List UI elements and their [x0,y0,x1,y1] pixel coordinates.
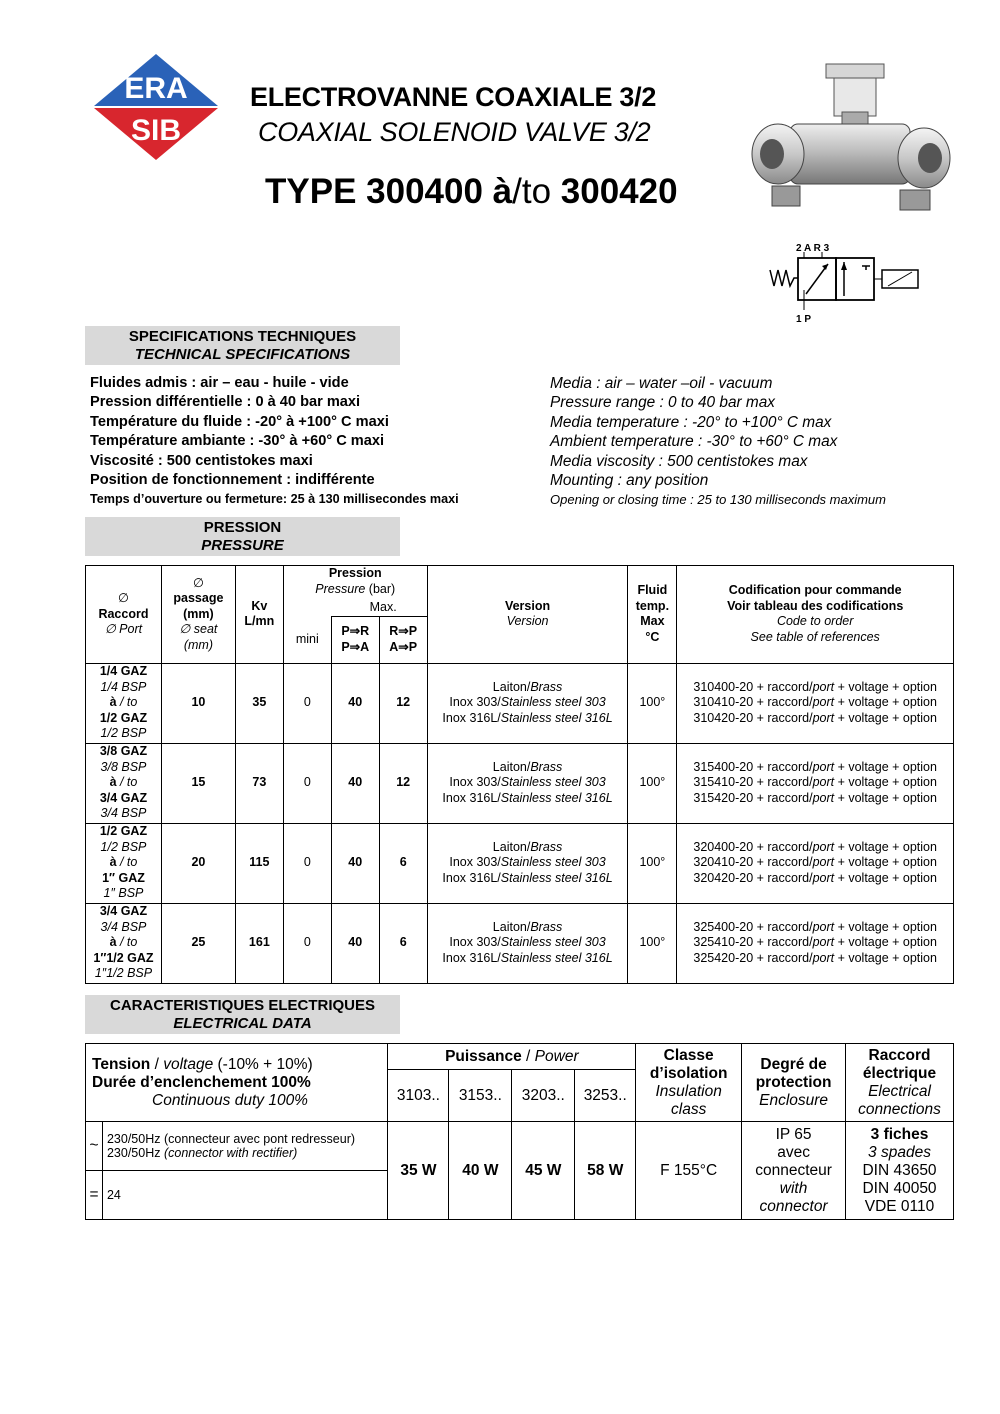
code-number: 320410-20 + raccord/ [693,855,813,870]
version-cell [427,903,628,983]
pressure-banner-fr: PRESSION [203,519,282,536]
power-label-en: Power [534,1047,579,1065]
pr-cell: 40 [331,823,379,903]
table-header-row [86,566,954,617]
port-to-fr: à [109,855,117,870]
version-fr: Inox 316L/ [442,790,501,805]
code-cell [677,663,954,743]
temp-cell: 100° [628,663,677,743]
port-bsp: 1/4 BSP [100,679,147,694]
p-to-a-label: P⇒A [341,639,370,654]
duty-label-en: Continuous duty 100% [152,1091,308,1109]
type-to: /to [512,172,552,211]
power-cell: 40 W [449,1122,512,1220]
code-number: 325410-20 + raccord/ [693,935,813,950]
insulation-header [636,1044,742,1122]
power-cell: 35 W [388,1122,449,1220]
connection-standard: VDE 0110 [864,1197,935,1215]
code-number: 325420-20 + raccord/ [693,950,813,965]
electrical-header-row [86,1044,954,1070]
port-to-fr: à [109,775,117,790]
era-sib-logo [92,52,220,162]
port-gaz-2: 1″ GAZ [102,870,145,885]
port-bsp: 3/4 BSP [100,919,147,934]
kv-cell: 115 [235,823,283,903]
mini-cell: 0 [283,743,331,823]
version-fr: Inox 303/ [449,775,501,790]
code-rest: + voltage + option [834,839,937,854]
code-port: port [812,919,835,934]
power-cell: 45 W [512,1122,575,1220]
code-port: port [812,950,835,965]
version-cell [427,663,628,743]
specs-banner-fr: SPECIFICATIONS TECHNIQUES [128,328,357,345]
logo-text-top: ERA [124,72,188,105]
protection-label-fr2: protection [755,1073,832,1091]
code-number: 310410-20 + raccord/ [693,695,813,710]
col-header-seat [161,566,235,664]
port-gaz-2: 1/2 GAZ [99,710,148,725]
tension-label-fr: Tension [92,1055,151,1073]
version-en: Stainless steel 303 [500,695,606,710]
code-rest: + voltage + option [834,679,937,694]
title-fr: ELECTROVANNE COAXIALE 3/2 [250,82,657,112]
code-rest: + voltage + option [834,710,937,725]
version-fr: Inox 316L/ [442,710,501,725]
code-port: port [812,839,835,854]
pr-cell: 40 [331,743,379,823]
connection-label-en1: Electrical [868,1082,931,1100]
insulation-label-fr2: d’isolation [649,1064,728,1082]
insulation-class-cell: F 155°C [636,1122,742,1220]
pressure-banner-en: PRESSURE [201,537,284,554]
version-cell [427,743,628,823]
code-rest: + voltage + option [834,790,937,805]
version-en: Brass [530,919,563,934]
spec-en: Media viscosity : 500 centistokes max [550,452,808,470]
table-row [86,903,954,983]
valve-symbol-diagram [766,240,926,326]
port-gaz-2: 1″1/2 GAZ [93,950,154,965]
temp-cell: 100° [628,823,677,903]
kv-cell: 161 [235,903,283,983]
spec-fr: Fluides admis : air – eau - huile - vide [90,375,349,391]
version-fr: Inox 316L/ [442,950,501,965]
port-label-fr: Raccord [98,606,149,621]
protection-label-fr1: Degré de [760,1055,827,1073]
pressure-unit: (bar) [365,581,396,596]
port-gaz-2: 3/4 GAZ [99,790,148,805]
connection-label-en2: connections [858,1100,941,1118]
rp-cell: 12 [379,743,427,823]
insulation-label-en2: class [671,1100,707,1118]
duty-label-fr: Durée d’enclenchement 100% [92,1073,311,1091]
port-cell [86,823,162,903]
spec-en: Opening or closing time : 25 to 130 milliseconds maximum [550,492,886,508]
tension-tolerance: (-10% + 10%) [213,1055,313,1073]
version-label-fr: Version [504,598,551,613]
version-fr: Laiton/ [492,919,531,934]
code-number: 315420-20 + raccord/ [693,790,813,805]
diameter-symbol: ∅ [118,591,129,605]
port-to-fr: à [109,695,117,710]
code-label-en2: See table of references [750,629,880,644]
pressure-label-fr: Pression [328,566,382,580]
dc-voltage-cell: 24 [102,1171,388,1220]
kv-cell: 73 [235,743,283,823]
kv-label: Kv [251,598,268,613]
celsius-label: °C [645,629,660,644]
protection-rating: IP 65 [775,1125,812,1143]
seat-cell: 15 [161,743,235,823]
protection-connector-en: connector [759,1197,828,1215]
port-to-en: / to [116,935,138,950]
title-en: COAXIAL SOLENOID VALVE 3/2 [258,117,651,147]
code-rest: + voltage + option [834,950,937,965]
col-header-fluid-temp [628,566,677,664]
code-rest: + voltage + option [834,759,937,774]
mini-cell: 0 [283,823,331,903]
col-header-port [86,566,162,664]
rp-cell: 6 [379,823,427,903]
code-port: port [812,855,835,870]
pr-cell: 40 [331,663,379,743]
a-to-p-label: A⇒P [389,639,418,654]
port-bsp: 1/2 BSP [100,839,147,854]
version-cell [427,823,628,903]
code-number: 315400-20 + raccord/ [693,759,813,774]
port-bsp-2: 3/4 BSP [100,806,147,821]
protection-connector-fr: connecteur [755,1161,832,1179]
port-bsp-2: 1″ BSP [103,886,144,901]
version-en: Stainless steel 303 [500,855,606,870]
version-en: Stainless steel 316L [500,870,613,885]
seat-cell: 25 [161,903,235,983]
connection-header [846,1044,954,1122]
code-cell [677,903,954,983]
diameter-symbol: ∅ [192,575,204,590]
pressure-table [85,565,954,984]
protection-header [742,1044,846,1122]
electrical-banner [85,995,400,1034]
version-en: Stainless steel 303 [500,935,606,950]
seat-cell: 10 [161,663,235,743]
port-gaz: 1/4 GAZ [99,664,148,679]
mini-cell: 0 [283,663,331,743]
spec-fr: Température ambiante : -30° à +60° C maxi [90,433,385,450]
col-header-pressure [283,566,427,617]
col-header-kv [235,566,283,664]
electrical-table [85,1043,954,1220]
port-to-en: / to [116,695,138,710]
version-fr: Inox 303/ [449,695,501,710]
seat-label-en: ∅ seat [179,622,218,636]
version-en: Brass [530,759,563,774]
version-fr: Inox 303/ [449,935,501,950]
port-bsp-2: 1″1/2 BSP [94,966,153,981]
r-to-p-label: R⇒P [389,624,418,638]
port-to-en: / to [116,855,138,870]
temp-cell: 100° [628,743,677,823]
spec-en: Ambient temperature : -30° to +60° C max [550,433,838,451]
p-to-r-label: P⇒R [341,624,370,638]
code-rest: + voltage + option [834,855,937,870]
connection-label-fr2: électrique [862,1064,937,1082]
model-cell: 3203.. [512,1070,575,1122]
mini-label: mini [283,616,331,663]
symbol-bottom-label: 1 P [796,314,812,325]
table-row [86,823,954,903]
protection-cell [742,1122,846,1220]
specs-list-en [550,374,886,510]
port-gaz: 3/8 GAZ [99,744,148,759]
code-number: 320420-20 + raccord/ [693,870,813,885]
port-cell [86,903,162,983]
connection-spades-en: 3 spades [868,1143,931,1161]
protection-with-en: with [779,1179,808,1197]
max-label: Max. [369,600,397,614]
max-label: Max [640,614,665,629]
spec-fr: Température du fluide : -20° à +100° C maxi [90,413,389,430]
kv-cell: 35 [235,663,283,743]
code-number: 325400-20 + raccord/ [693,919,813,934]
type-title [265,172,678,212]
version-label-en: Version [506,614,549,629]
version-fr: Laiton/ [492,679,531,694]
insulation-label-fr1: Classe [663,1046,714,1064]
code-label-fr2: Voir tableau des codifications [727,598,904,613]
symbol-top-label: 2 A R 3 [796,243,830,254]
code-number: 310420-20 + raccord/ [693,710,813,725]
code-label-fr1: Codification pour commande [728,583,902,598]
port-bsp: 3/8 BSP [100,759,147,774]
code-number: 315410-20 + raccord/ [693,775,813,790]
port-label-en: ∅ Port [104,622,143,636]
version-en: Stainless steel 303 [500,775,606,790]
specs-banner [85,326,400,365]
version-fr: Laiton/ [492,839,531,854]
table-row [86,743,954,823]
fluid-label: Fluid [637,583,668,598]
seat-cell: 20 [161,823,235,903]
version-en: Brass [530,679,563,694]
pr-header [331,616,379,663]
version-fr: Inox 303/ [449,855,501,870]
code-port: port [812,775,835,790]
power-cell: 58 W [575,1122,636,1220]
spec-fr: Viscosité : 500 centistokes maxi [90,452,313,469]
spec-en: Media temperature : -20° to +100° C max [550,413,832,431]
spec-fr: Position de fonctionnement : indifférente [90,472,375,489]
type-suffix: 300420 [551,172,678,211]
port-cell [86,743,162,823]
connection-standard: DIN 40050 [862,1179,937,1197]
insulation-label-en1: Insulation [655,1082,722,1100]
seat-unit: (mm) [183,606,214,621]
protection-with-fr: avec [777,1143,810,1161]
connection-standard: DIN 43650 [862,1161,937,1179]
code-port: port [812,759,835,774]
code-rest: + voltage + option [834,919,937,934]
version-en: Stainless steel 316L [500,950,613,965]
ac-voltage-cell [102,1122,388,1171]
ac-voltage-en: 230/50Hz [106,1146,164,1160]
type-prefix: TYPE 300400 à [265,172,513,211]
port-to-fr: à [109,935,117,950]
electrical-banner-en: ELECTRICAL DATA [173,1015,312,1032]
spec-fr: Pression différentielle : 0 à 40 bar maxi [90,394,361,411]
connection-cell [846,1122,954,1220]
tension-sep: / [150,1055,164,1073]
ac-symbol: ~ [86,1122,103,1171]
dc-symbol: = [86,1171,103,1220]
pressure-label-en: Pressure [315,581,366,596]
version-en: Stainless steel 316L [500,790,613,805]
pr-cell: 40 [331,903,379,983]
temp-cell: 100° [628,903,677,983]
protection-label-en: Enclosure [759,1091,829,1109]
port-to-en: / to [116,775,138,790]
tension-header [86,1044,388,1122]
specs-banner-en: TECHNICAL SPECIFICATIONS [134,346,351,363]
spec-en: Mounting : any position [550,472,709,490]
power-header [388,1044,636,1070]
code-port: port [812,870,835,885]
mini-cell: 0 [283,903,331,983]
code-number: 320400-20 + raccord/ [693,839,813,854]
version-en: Brass [530,839,563,854]
rp-header [379,616,427,663]
code-port: port [812,695,835,710]
rp-cell: 12 [379,663,427,743]
power-sep: / [521,1047,535,1065]
connection-spades-fr: 3 fiches [870,1125,929,1143]
code-port: port [812,710,835,725]
electrical-banner-fr: CARACTERISTIQUES ELECTRIQUES [109,997,376,1014]
ac-voltage-en-note: (connector with rectifier) [163,1146,298,1160]
port-gaz: 1/2 GAZ [99,824,148,839]
port-cell [86,663,162,743]
seat-label-fr: passage [173,591,224,605]
seat-unit-en: (mm) [183,637,213,652]
model-cell: 3253.. [575,1070,636,1122]
ac-voltage-fr: 230/50Hz (connecteur avec pont redresseur) [106,1132,356,1146]
version-fr: Laiton/ [492,759,531,774]
port-bsp-2: 1/2 BSP [100,726,147,741]
electrical-ac-row [86,1122,954,1171]
code-number: 310400-20 + raccord/ [693,679,813,694]
code-rest: + voltage + option [834,935,937,950]
specs-list-fr [90,374,459,510]
code-cell [677,743,954,823]
version-en: Stainless steel 316L [500,710,613,725]
code-rest: + voltage + option [834,870,937,885]
spec-en: Media : air – water –oil - vacuum [550,375,773,392]
model-cell: 3153.. [449,1070,512,1122]
connection-label-fr1: Raccord [868,1046,931,1064]
code-rest: + voltage + option [834,695,937,710]
spec-fr: Temps d’ouverture ou fermeture: 25 à 130 millisecondes maxi [90,492,459,507]
valve-photo [742,62,954,230]
code-port: port [812,935,835,950]
tension-label-en: voltage [163,1055,214,1073]
pressure-banner [85,517,400,556]
code-rest: + voltage + option [834,775,937,790]
spec-en: Pressure range : 0 to 40 bar max [550,394,775,412]
version-fr: Inox 316L/ [442,870,501,885]
port-gaz: 3/4 GAZ [99,904,148,919]
code-port: port [812,790,835,805]
code-port: port [812,679,835,694]
code-label-en1: Code to order [776,614,854,629]
temp-label: temp. [635,598,670,613]
kv-unit: L/mn [244,614,275,629]
logo-text-bottom: SIB [130,114,182,147]
rp-cell: 6 [379,903,427,983]
power-label-fr: Puissance [445,1047,522,1065]
model-cell: 3103.. [388,1070,449,1122]
col-header-code [677,566,954,664]
table-row [86,663,954,743]
col-header-version [427,566,628,664]
code-cell [677,823,954,903]
